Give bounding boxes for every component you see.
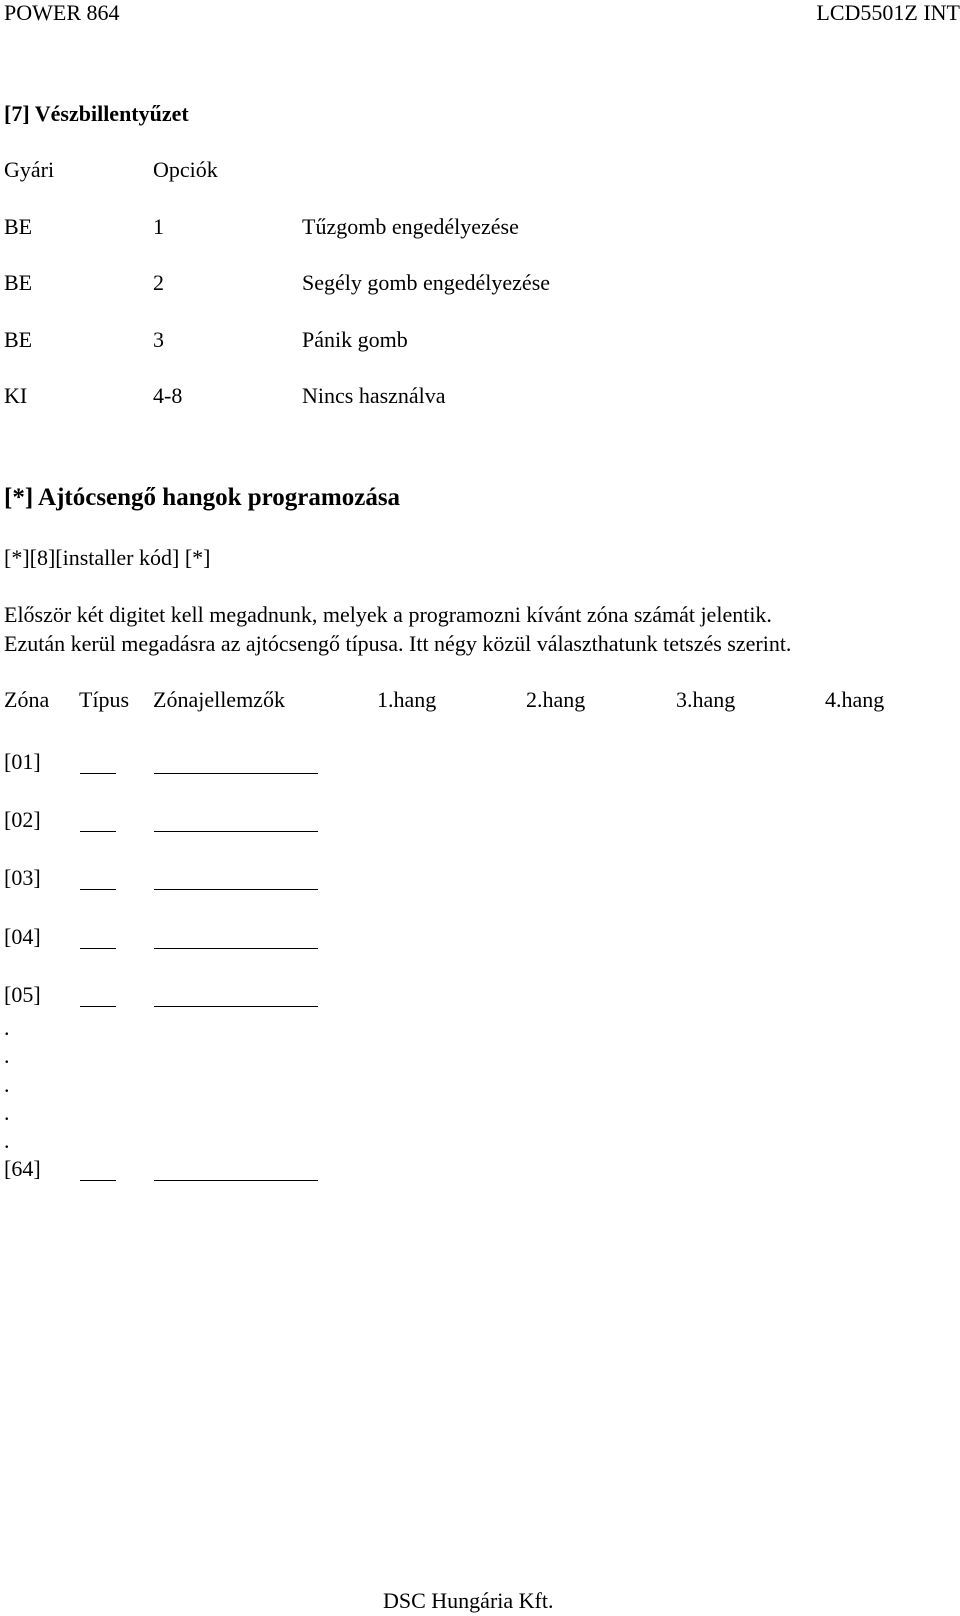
ellipsis-dot: . [4,1043,10,1068]
header-attributes: Zónajellemzők [153,687,285,712]
attributes-blank [154,1180,318,1181]
attributes-blank [154,948,318,949]
ellipsis-dot: . [4,1015,10,1040]
ellipsis-dot: . [4,1128,10,1153]
doorbell-title: [*] Ajtócsengő hangok programozása [4,484,401,511]
option-description: Segély gomb engedélyezése [302,270,551,295]
attributes-blank [154,831,318,832]
option-description: Tűzgomb engedélyezése [302,214,519,239]
header-tone-4: 4.hang [825,687,885,712]
header-zone: Zóna [4,687,50,712]
type-blank [80,1006,116,1007]
zone-number: [03] [4,865,41,890]
type-blank [80,889,116,890]
type-blank [80,948,116,949]
doorbell-command: [*][8][installer kód] [*] [4,545,211,570]
type-blank [80,773,116,774]
zone-number: [02] [4,807,41,832]
option-default: BE [4,327,33,352]
section-7-title: [7] Vészbillentyűzet [4,101,189,126]
option-description: Nincs használva [302,383,446,408]
option-default: KI [4,383,28,408]
zone-number: [01] [4,749,41,774]
doorbell-paragraph-line-1: Először két digitet kell megadnunk, melyek a programozni kívánt zóna számát jelentik. [4,602,772,627]
footer-company: DSC Hungária Kft. [383,1588,554,1613]
header-type: Típus [79,687,130,712]
header-tone-1: 1.hang [377,687,437,712]
option-description: Pánik gomb [302,327,408,352]
attributes-blank [154,773,318,774]
option-number: 4-8 [153,383,183,408]
option-default: BE [4,214,33,239]
ellipsis-dot: . [4,1100,10,1125]
type-blank [80,1180,116,1181]
option-number: 3 [153,327,164,352]
column-header-default: Gyári [4,157,55,182]
attributes-blank [154,889,318,890]
column-header-options: Opciók [153,157,218,182]
ellipsis-dot: . [4,1072,10,1097]
doorbell-paragraph-line-2: Ezután kerül megadásra az ajtócsengő típusa. Itt négy közül választhatunk tetszés szerint. [4,631,792,656]
option-number: 1 [153,214,164,239]
option-default: BE [4,270,33,295]
option-number: 2 [153,270,164,295]
header-tone-3: 3.hang [676,687,736,712]
header-right: LCD5501Z INT [816,0,960,25]
header-tone-2: 2.hang [526,687,586,712]
zone-number: [64] [4,1156,41,1181]
attributes-blank [154,1006,318,1007]
type-blank [80,831,116,832]
zone-number: [04] [4,924,41,949]
header-left: POWER 864 [4,0,120,25]
zone-number: [05] [4,982,41,1007]
